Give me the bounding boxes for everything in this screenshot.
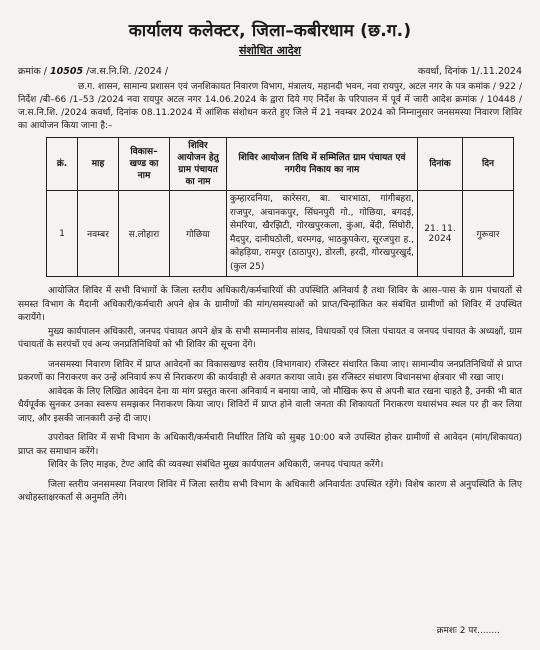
office-title: कार्यालय कलेक्टर, जिला–कबीरधाम (छ.ग.) bbox=[128, 21, 412, 41]
intro-paragraph: छ.ग. शासन, सामान्य प्रशासन एवं जनशिकायत निवारण विभाग, मंत्रालय, महानदी भवन, नवा रायपुर, अटल नगर के पत्र कमांक / 922 /निर्देश /बी–66 /1–53 /2024 नवा रायपुर अटल नगर 14.06.2024 के द्वारा दिये गए निर्देश के परिपालन में पूर्व में जारी आदेश क्रमांक / 10448 /ज.स.नि.शि. /2024 कवर्धा, दिनांक 08.11.2024 में आंशिक संशोधन करते हुए जिले में 21 नवम्बर 2024 को निम्नानुसार जनसमस्या निवारण शिविर का आयोजन किया जाना है:– bbox=[18, 82, 522, 131]
col-venue: शिविर आयोजन हेतु ग्राम पंचायत का नाम bbox=[170, 138, 227, 191]
reference-number: क्रमांक / 10505 /ज.स.नि.शि. /2024 / bbox=[18, 66, 169, 77]
table-header-row bbox=[47, 138, 514, 191]
body-paragraph: उपरोक्त शिविर में सभी विभाग के अधिकारी/कर्मचारी निर्धारित तिथि को सुबह 10:00 बजे उपस्थित होकर ग्रामीणों से आवेदन (मांग/शिकायत) प्राप्त कर समाधान करेंगे। bbox=[18, 433, 522, 457]
cell-places: कुम्हारदनिया, कारेसरा, बा. चारभाठा, गांगीबहरा, राजपुर, अचानकपुर, सिंघनपुरी गो., गोछिया, बगदई, सेमरिया, खैरझिटी, गोरखपुरकला, कुंआ, बेंदी, सिंघोरी, मैदपुर, दानीघठोली, धरमगढ़, भाठकुपकेरा, सूरजपुरा ह., कोहड़िया, रामपुर (ठाठापुर), डोरली, हरदी, गोरखपुरखुर्द, (कुल 25) bbox=[227, 191, 418, 277]
body-paragraph: मुख्य कार्यपालन अधिकारी, जनपद पंचायत अपने क्षेत्र के सभी सम्माननीय सांसद, विधायकों एवं जिला पंचायत व जनपद पंचायत के अध्यक्षों, ग्राम पंचायतों के सरपंचों एवं अन्य जनप्रतिनिधियों को भी शिविर की सूचना देंगे। bbox=[18, 326, 522, 350]
cell-block: स.लोहारा bbox=[119, 191, 170, 277]
cell-venue: गोछिया bbox=[170, 191, 227, 277]
body-paragraph: जनसमस्या निवारण शिविर में प्राप्त आवेदनों का विकासखण्ड स्तरीय (विभागवार) रजिस्टर संधारित किया जाए। सामान्यीय जनप्रतिनिधियों से प्राप्त प्रकरणों का निराकरण कर उन्हें अनिवार्य रूप से निराकरण की कार्यवाही से अवगत कराया जावे। इस रजिस्टर संधारण विधानसभा क्षेत्रवार भी रखा जाए। bbox=[18, 359, 522, 383]
col-month: माह bbox=[78, 138, 119, 191]
col-sno: क्रं. bbox=[47, 138, 78, 191]
camp-schedule-table bbox=[46, 137, 514, 277]
order-subtitle: संशोधित आदेश bbox=[238, 44, 302, 57]
body-paragraph: आवेदक के लिए लिखित आवेदन देना या मांग प्रस्तुत करना अनिवार्य न बनाया जाये, जो मौखिक रूप से अपनी बात रखना चाहते है, उनकी भी बात धैर्यपूर्वक सुनकर उनका स्वरूप समझकर निराकरण किया जाए। शिविरों में प्राप्त होने वाली जनता की शिकायतों निराकरण यथासंभव स्थल पर ही कर लिया जाए, और इसकी जानकारी उन्हे दी जाए। bbox=[18, 386, 522, 424]
col-block: विकास– खण्ड का नाम bbox=[119, 138, 170, 191]
ref-handwritten-number: 10505 bbox=[50, 66, 84, 77]
body-paragraph: शिविर के लिए माइक, टेण्ट आदि की व्यवस्था संबंधित मुख्य कार्यपालन अधिकारी, जनपद पंचायत करेंगे। bbox=[48, 460, 384, 470]
reference-line bbox=[12, 64, 528, 77]
col-places: शिविर आयोजन तिथि में सम्मिलित ग्राम पंचायत एवं नगरीय निकाय का नाम bbox=[227, 138, 418, 191]
cell-month: नवम्बर bbox=[78, 191, 119, 277]
table-row bbox=[47, 191, 514, 277]
cell-day: गुरूवार bbox=[463, 191, 514, 277]
cell-sno: 1 bbox=[47, 191, 78, 277]
body-paragraph: जिला स्तरीय जनसमस्या निवारण शिविर में जिला स्तरीय सभी विभाग के अधिकारी अनिवार्यतः उपस्थित रहेंगे। विशेष कारण से अनुपस्थिति के लिए अधोहस्ताक्षरकर्ता से अनुमति लेंगे। bbox=[18, 479, 522, 503]
col-day: दिन bbox=[463, 138, 514, 191]
col-date: दिनांक bbox=[418, 138, 463, 191]
order-date: कवर्धा, दिनांक 1/.11.2024 bbox=[417, 66, 522, 77]
body-paragraph: आयोजित शिविर में सभी विभागों के जिला स्तरीय अधिकारी/कर्मचारियों की उपस्थिति अनिवार्य है तथा शिविर के आस–पास के ग्राम पंचायतों से समस्त विभाग के मैदानी अधिकारी/कर्मचारी अपने क्षेत्र के ग्रामीणों की मांग/समस्याओं को प्राप्त/चिन्हांकित कर संबंधित ग्रामीणों को शिविर में उपस्थित करायेंगे। bbox=[18, 286, 522, 323]
cell-date: 21. 11. 2024 bbox=[418, 191, 463, 277]
continuation-note: क्रमशः 2 पर........ bbox=[436, 626, 500, 636]
